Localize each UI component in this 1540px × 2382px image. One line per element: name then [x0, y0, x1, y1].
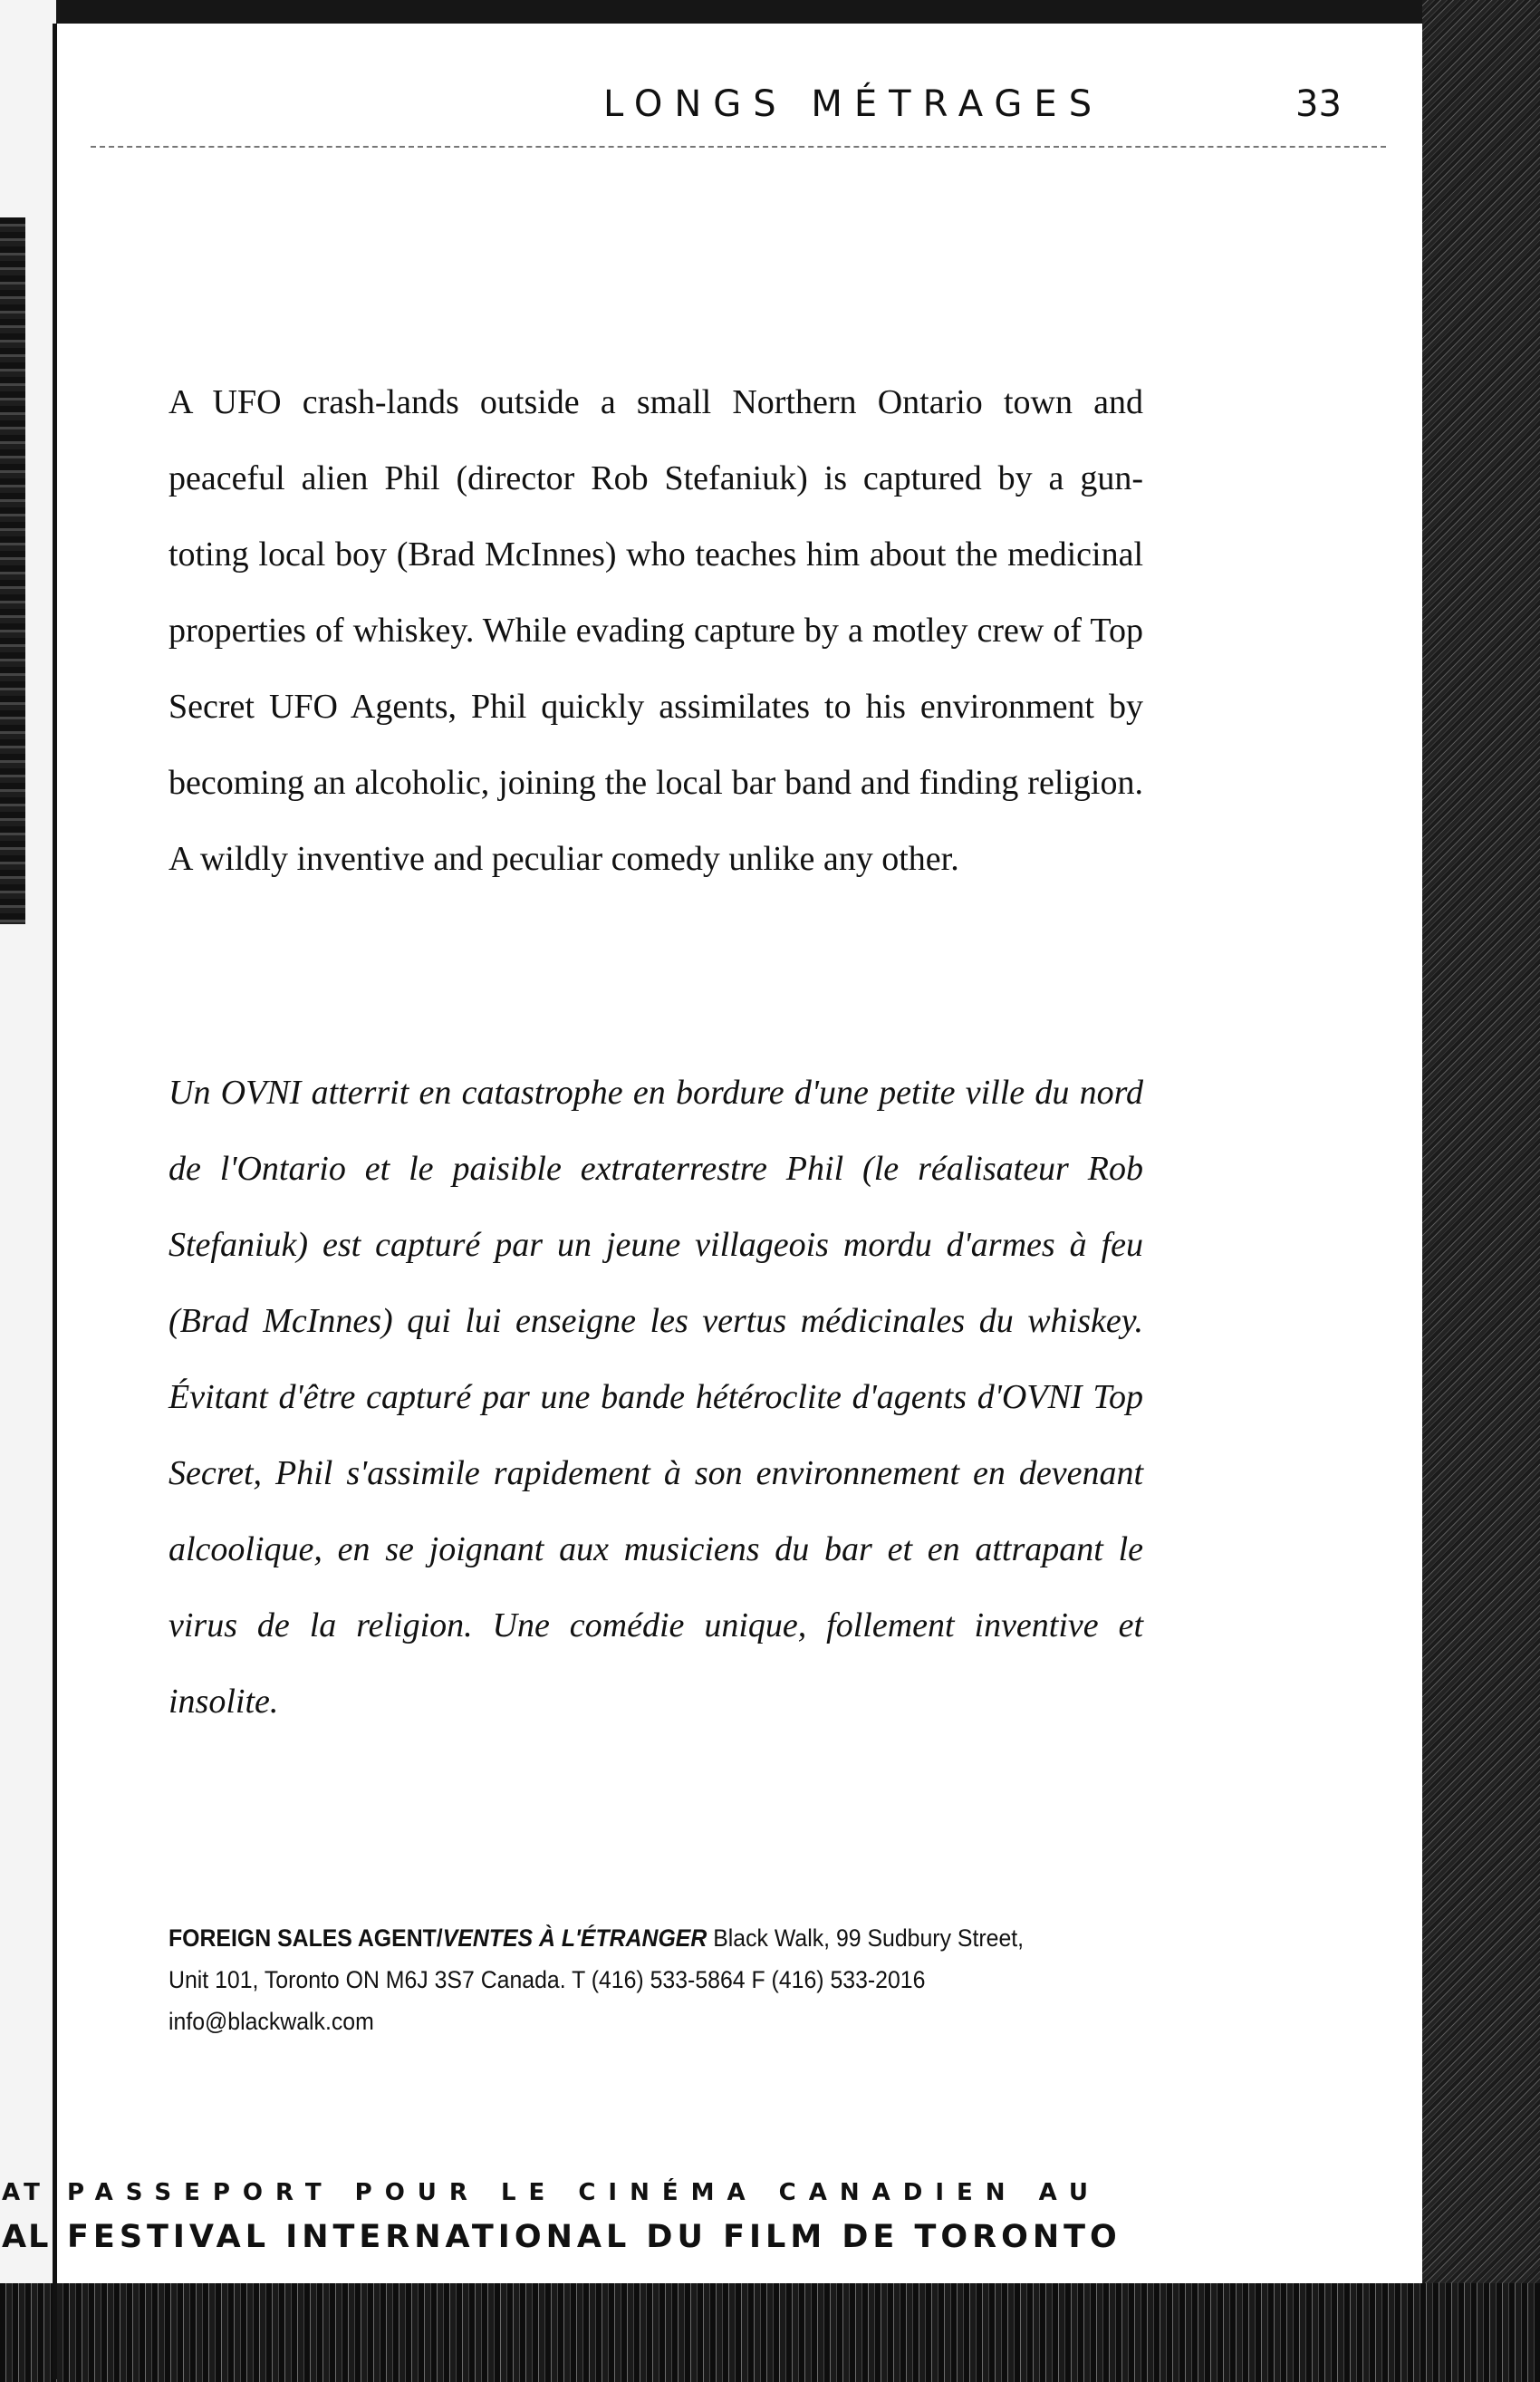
- scan-border-top: [0, 0, 1540, 24]
- adjacent-page-fragment: AT: [2, 2179, 45, 2206]
- section-title: LONGS MÉTRAGES: [603, 83, 1104, 125]
- sales-agent-label: FOREIGN SALES AGENT/: [168, 1924, 443, 1952]
- sales-agent-details: Black Walk, 99 Sudbury Street, Unit 101, Toronto ON M6J 3S7 Canada. T (416) 533-5864 F (416) 533-2016 info@blackwalk.com: [168, 1924, 1025, 2035]
- adjacent-page-fragment: AL: [2, 2219, 51, 2255]
- sales-agent-info: [168, 1917, 1069, 2042]
- page-spine: [53, 24, 57, 2379]
- synopsis-english: A UFO crash-lands outside a small Northern Ontario town and peaceful alien Phil (director Rob Stefaniuk) is captured by a gun-toting local boy (Brad McInnes) who teaches him about the medicinal properties of whiskey. While evading capture by a motley crew of Top Secret UFO Agents, Phil quickly assimilates to his environment by becoming an alcoholic, joining the local bar band and finding religion. A wildly inventive and peculiar comedy unlike any other.: [168, 383, 1143, 878]
- scan-border-right: [1422, 0, 1540, 2382]
- header-divider: [91, 146, 1386, 148]
- adjacent-page-edge: [0, 217, 25, 924]
- sales-agent-label-french: VENTES À L'ÉTRANGER: [442, 1924, 707, 1952]
- footer-tagline-line-2: FESTIVAL INTERNATIONAL DU FILM DE TORONTO: [67, 2219, 1121, 2255]
- page-number: 33: [1295, 83, 1342, 125]
- footer-tagline-line-1: PASSEPORT POUR LE CINÉMA CANADIEN AU: [67, 2179, 1102, 2206]
- scan-border-bottom: [0, 2283, 1540, 2382]
- synopsis-french: Un OVNI atterrit en catastrophe en bordure d'une petite ville du nord de l'Ontario et le paisible extraterrestre Phil (le réalisateur Rob Stefaniuk) est capturé par un jeune villageois mordu d'armes à feu (Brad McInnes) qui lui enseigne les vertus médicinales du whiskey. Évitant d'être capturé par une bande hétéroclite d'agents d'OVNI Top Secret, Phil s'assimile rapidement à son environnement en devenant alcoolique, en se joignant aux musiciens du bar et en attrapant le virus de la religion. Une comédie unique, follement inventive et insolite.: [168, 1074, 1143, 1721]
